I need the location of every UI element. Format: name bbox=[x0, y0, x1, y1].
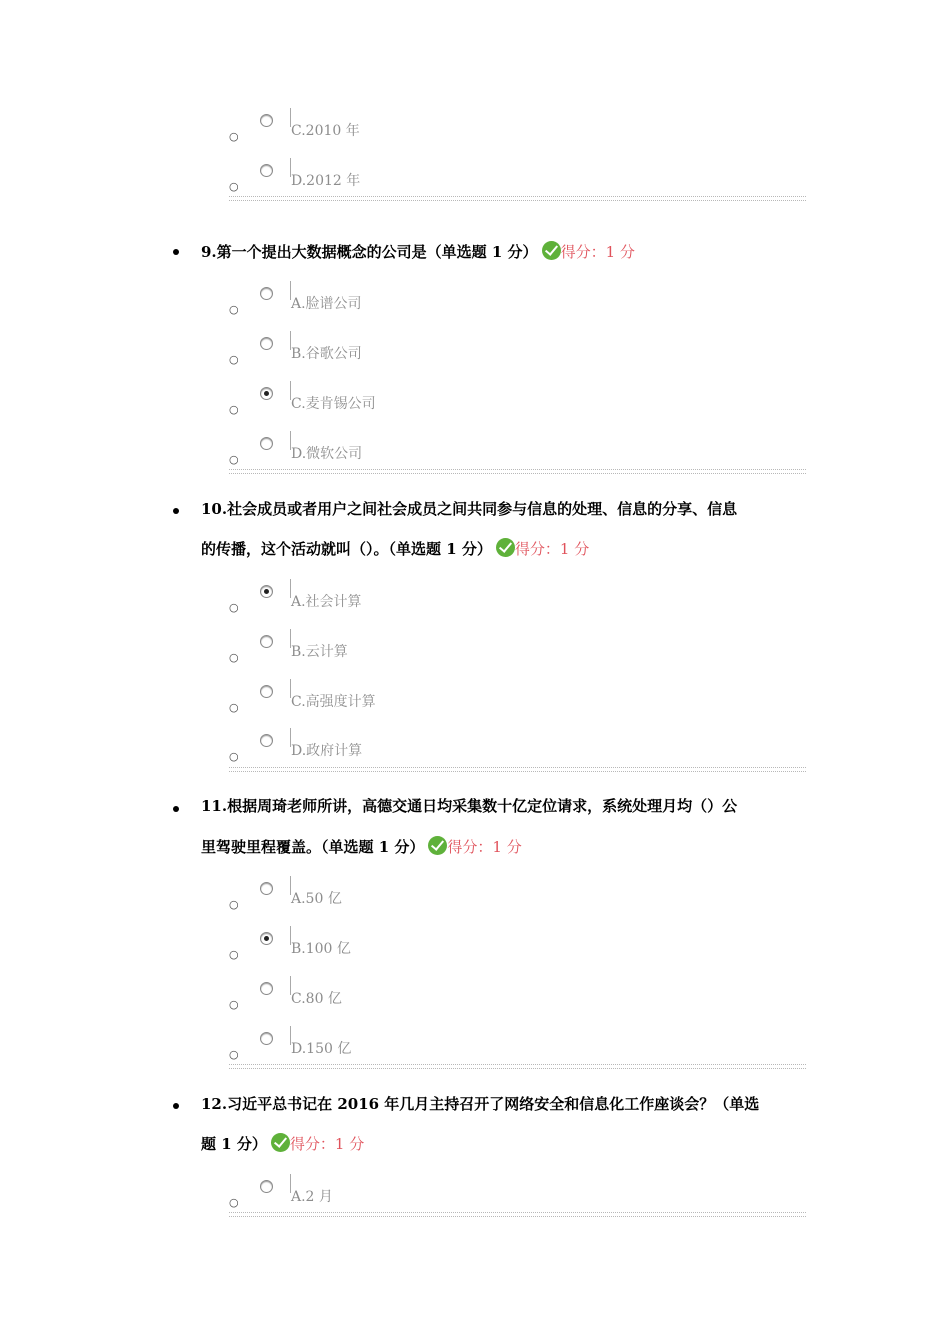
option-q11-c[interactable] bbox=[229, 981, 629, 1011]
question-number: 9. bbox=[201, 243, 217, 261]
score-label: 得分：1 分 bbox=[560, 243, 635, 261]
sub-bullet: ○ bbox=[229, 403, 239, 416]
option-q10-b[interactable] bbox=[229, 634, 629, 664]
question-number: 10. bbox=[201, 500, 228, 518]
option-q11-d[interactable] bbox=[229, 1031, 629, 1061]
sub-bullet: ○ bbox=[229, 651, 239, 664]
score-label: 得分：1 分 bbox=[289, 1135, 365, 1153]
question-stem: 社会成员或者用户之间社会成员之间共同参与信息的处理、信息的分享、信息 bbox=[227, 500, 738, 518]
question-number: 12. bbox=[201, 1095, 228, 1113]
question-stem: 根据周琦老师所讲，高德交通日均采集数十亿定位请求，系统处理月均（）公 bbox=[227, 797, 738, 815]
radio-button-selected[interactable] bbox=[260, 932, 273, 945]
sub-bullet: ○ bbox=[229, 1196, 239, 1209]
separator bbox=[229, 1064, 806, 1069]
option-q8-d[interactable] bbox=[229, 163, 629, 193]
radio-button[interactable] bbox=[260, 982, 273, 995]
radio-button[interactable] bbox=[260, 635, 273, 648]
radio-button[interactable] bbox=[260, 734, 273, 747]
option-q10-a[interactable] bbox=[229, 584, 629, 614]
score-label: 得分：1 分 bbox=[514, 540, 590, 558]
option-q9-b[interactable] bbox=[229, 336, 629, 366]
score-label: 得分：1 分 bbox=[447, 838, 522, 856]
correct-check-icon bbox=[428, 836, 447, 855]
question-text-line-2 bbox=[201, 1133, 364, 1153]
correct-check-icon bbox=[271, 1133, 290, 1152]
option-q9-a[interactable] bbox=[229, 286, 629, 316]
sub-bullet: ○ bbox=[229, 998, 239, 1011]
sub-bullet: ○ bbox=[229, 130, 239, 143]
question-stem: 第一个提出大数据概念的公司是（单选题 1 分） bbox=[216, 243, 538, 261]
option-label: D.2012 年 bbox=[291, 173, 361, 189]
option-label: A.2 月 bbox=[291, 1189, 333, 1205]
option-q9-c[interactable] bbox=[229, 386, 629, 416]
correct-check-icon bbox=[496, 538, 515, 557]
radio-button[interactable] bbox=[260, 114, 273, 127]
question-text-line-2 bbox=[201, 538, 589, 558]
option-label: C.麦肯锡公司 bbox=[291, 396, 376, 412]
option-label: B.100 亿 bbox=[291, 941, 351, 957]
radio-button[interactable] bbox=[260, 164, 273, 177]
sub-bullet: ○ bbox=[229, 948, 239, 961]
question-stem-cont: 题 1 分） bbox=[201, 1135, 267, 1153]
option-label: A.社会计算 bbox=[291, 594, 362, 610]
sub-bullet: ○ bbox=[229, 180, 239, 193]
question-stem-cont: 的传播，这个活动就叫（）。（单选题 1 分） bbox=[201, 540, 492, 558]
separator bbox=[229, 1212, 806, 1217]
question-bullet bbox=[173, 508, 179, 514]
separator bbox=[229, 767, 806, 772]
option-label: D.微软公司 bbox=[291, 446, 363, 462]
question-bullet bbox=[173, 806, 179, 812]
question-text bbox=[201, 241, 635, 261]
sub-bullet: ○ bbox=[229, 453, 239, 466]
question-stem-cont: 里驾驶里程覆盖。（单选题 1 分） bbox=[201, 838, 425, 856]
option-q8-c[interactable] bbox=[229, 113, 629, 143]
radio-button-selected[interactable] bbox=[260, 387, 273, 400]
sub-bullet: ○ bbox=[229, 1048, 239, 1061]
question-stem: 习近平总书记在 2016 年几月主持召开了网络安全和信息化工作座谈会？（单选 bbox=[227, 1095, 760, 1113]
option-label: D.150 亿 bbox=[291, 1041, 352, 1057]
separator bbox=[229, 469, 806, 474]
radio-button[interactable] bbox=[260, 882, 273, 895]
option-q10-c[interactable] bbox=[229, 684, 629, 714]
question-text-line-1 bbox=[201, 1095, 759, 1113]
option-label: B.谷歌公司 bbox=[291, 346, 362, 362]
question-bullet bbox=[173, 1103, 179, 1109]
option-label: C.80 亿 bbox=[291, 991, 342, 1007]
radio-button[interactable] bbox=[260, 1032, 273, 1045]
option-q11-b[interactable] bbox=[229, 931, 629, 961]
sub-bullet: ○ bbox=[229, 601, 239, 614]
question-text-line-1 bbox=[201, 797, 737, 815]
option-label: D.政府计算 bbox=[291, 743, 363, 759]
radio-button-selected[interactable] bbox=[260, 585, 273, 598]
radio-button[interactable] bbox=[260, 437, 273, 450]
option-label: A.50 亿 bbox=[291, 891, 342, 907]
sub-bullet: ○ bbox=[229, 750, 239, 763]
option-label: C.2010 年 bbox=[291, 123, 360, 139]
radio-button[interactable] bbox=[260, 685, 273, 698]
question-bullet bbox=[173, 249, 179, 255]
option-label: C.高强度计算 bbox=[291, 694, 376, 710]
option-label: A.脸谱公司 bbox=[291, 296, 362, 312]
radio-button[interactable] bbox=[260, 337, 273, 350]
sub-bullet: ○ bbox=[229, 701, 239, 714]
option-label: B.云计算 bbox=[291, 644, 348, 660]
separator bbox=[229, 196, 806, 201]
correct-check-icon bbox=[542, 241, 561, 260]
option-q10-d[interactable] bbox=[229, 733, 629, 763]
radio-button[interactable] bbox=[260, 287, 273, 300]
option-q12-a[interactable] bbox=[229, 1179, 629, 1209]
sub-bullet: ○ bbox=[229, 353, 239, 366]
option-q11-a[interactable] bbox=[229, 881, 629, 911]
sub-bullet: ○ bbox=[229, 898, 239, 911]
question-number: 11. bbox=[201, 797, 228, 815]
radio-button[interactable] bbox=[260, 1180, 273, 1193]
question-text-line-2 bbox=[201, 836, 522, 856]
option-q9-d[interactable] bbox=[229, 436, 629, 466]
sub-bullet: ○ bbox=[229, 303, 239, 316]
question-text-line-1 bbox=[201, 500, 737, 518]
